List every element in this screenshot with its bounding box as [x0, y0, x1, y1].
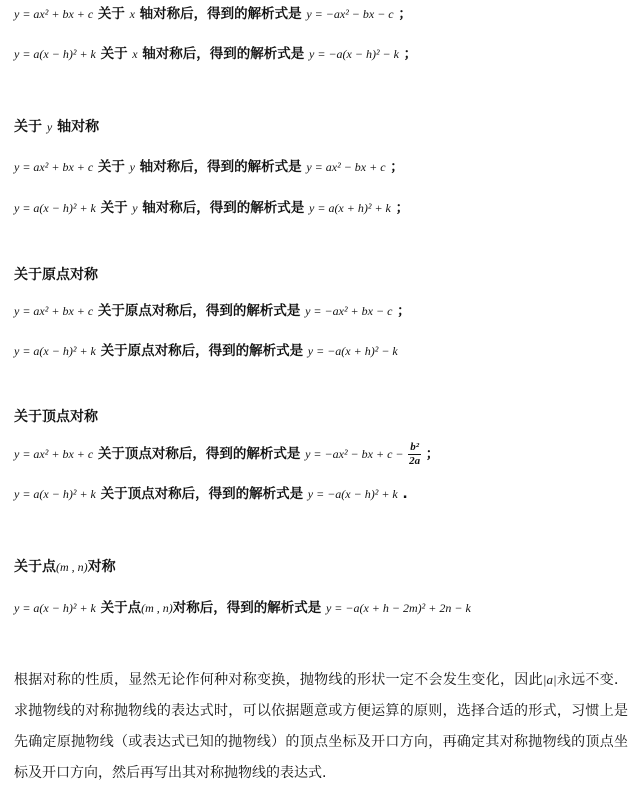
axis-var: x: [129, 7, 135, 21]
text: 关于点: [95, 600, 142, 616]
formula-original: y = a(x − h)² + k: [14, 344, 96, 358]
axis-var: y: [46, 120, 53, 134]
text: 关于顶点对称后，得到的解析式是: [95, 486, 308, 502]
y-axis-line-1: [14, 157, 634, 177]
text: 关于顶点对称后，得到的解析式是: [93, 446, 306, 462]
fraction-denominator: 2a: [409, 454, 421, 467]
text: 关于原点对称后，得到的解析式是: [93, 303, 306, 319]
formula-original: y = a(x − h)² + k: [14, 47, 96, 61]
text: 轴对称后，得到的解析式是: [137, 200, 310, 216]
text: 永远不变．求抛物线的对称抛物线的表达式时，可以依据题意或方便运算的原则，选择合适的形式，习惯上是先确定原抛物线（或表达式已知的抛物线）的顶点坐标及开口方向，再确定其对称抛物线的顶点坐标及开口方向，然后再写出其对称抛物线的表达式.: [14, 672, 629, 781]
text: 关于: [14, 119, 47, 135]
formula-result: y = −a(x − h)² + k: [307, 487, 398, 501]
text: 轴对称后，得到的解析式是: [134, 159, 307, 175]
formula-result: y = −ax² − bx + c −: [305, 447, 404, 461]
formula-result: y = −ax² − bx − c: [306, 7, 394, 21]
conclusion-paragraph: [14, 664, 628, 789]
text: 对称后，得到的解析式是: [172, 600, 326, 616]
vertex-line-1: [14, 440, 634, 468]
vertex-line-2: [14, 484, 634, 504]
text: 关于: [95, 200, 133, 216]
formula-original: y = a(x − h)² + k: [14, 487, 96, 501]
formula-original: y = a(x − h)² + k: [14, 601, 96, 615]
text: 轴对称: [52, 119, 100, 135]
punct: ；: [385, 159, 404, 175]
text: 关于: [93, 6, 130, 22]
fraction-b2-over-2a: [408, 441, 421, 468]
text: 轴对称后，得到的解析式是: [134, 6, 307, 22]
formula-result: y = −ax² + bx − c: [305, 304, 393, 318]
formula-original: y = ax² + bx + c: [14, 304, 94, 318]
punct: ；: [398, 46, 418, 62]
text: 关于原点对称后，得到的解析式是: [95, 343, 308, 359]
punct: ；: [390, 200, 410, 216]
formula-original: y = ax² + bx + c: [14, 160, 94, 174]
punct: ；: [393, 6, 412, 22]
heading-origin: 关于原点对称: [14, 267, 98, 283]
formula-original: y = ax² + bx + c: [14, 447, 94, 461]
fraction-numerator: b²: [410, 440, 420, 453]
text: 关于: [93, 159, 130, 175]
text: 对称: [87, 559, 116, 575]
point-mn: (m , n): [141, 601, 173, 615]
abs-a: |a|: [542, 672, 557, 687]
axis-var: x: [132, 47, 138, 61]
heading-point: [14, 557, 634, 577]
punct: ；: [421, 446, 440, 462]
x-axis-line-1: [14, 4, 634, 24]
text: 根据对称的性质，显然无论作何种对称变换，抛物线的形状一定不会发生变化，因此: [14, 672, 543, 688]
formula-original: y = a(x − h)² + k: [14, 201, 96, 215]
text: 关于点: [14, 559, 56, 575]
point-line-1: [14, 598, 634, 618]
axis-var: y: [132, 201, 138, 215]
axis-var: y: [129, 160, 135, 174]
y-axis-line-2: [14, 198, 634, 218]
heading-vertex: 关于顶点对称: [14, 409, 98, 425]
formula-result: y = ax² − bx + c: [306, 160, 386, 174]
formula-result: y = −a(x + h − 2m)² + 2n − k: [325, 601, 471, 615]
formula-result: y = −a(x − h)² − k: [309, 47, 399, 61]
formula-result: y = a(x + h)² + k: [309, 201, 391, 215]
origin-line-2: [14, 341, 634, 361]
punct: .: [397, 486, 408, 502]
point-mn: (m , n): [56, 560, 88, 574]
origin-line-1: [14, 301, 634, 321]
heading-y-axis: [14, 117, 634, 137]
punct: ；: [392, 303, 411, 319]
formula-original: y = ax² + bx + c: [14, 7, 94, 21]
x-axis-line-2: [14, 44, 634, 64]
formula-result: y = −a(x + h)² − k: [307, 344, 398, 358]
text: 轴对称后，得到的解析式是: [137, 46, 310, 62]
text: 关于: [95, 46, 133, 62]
